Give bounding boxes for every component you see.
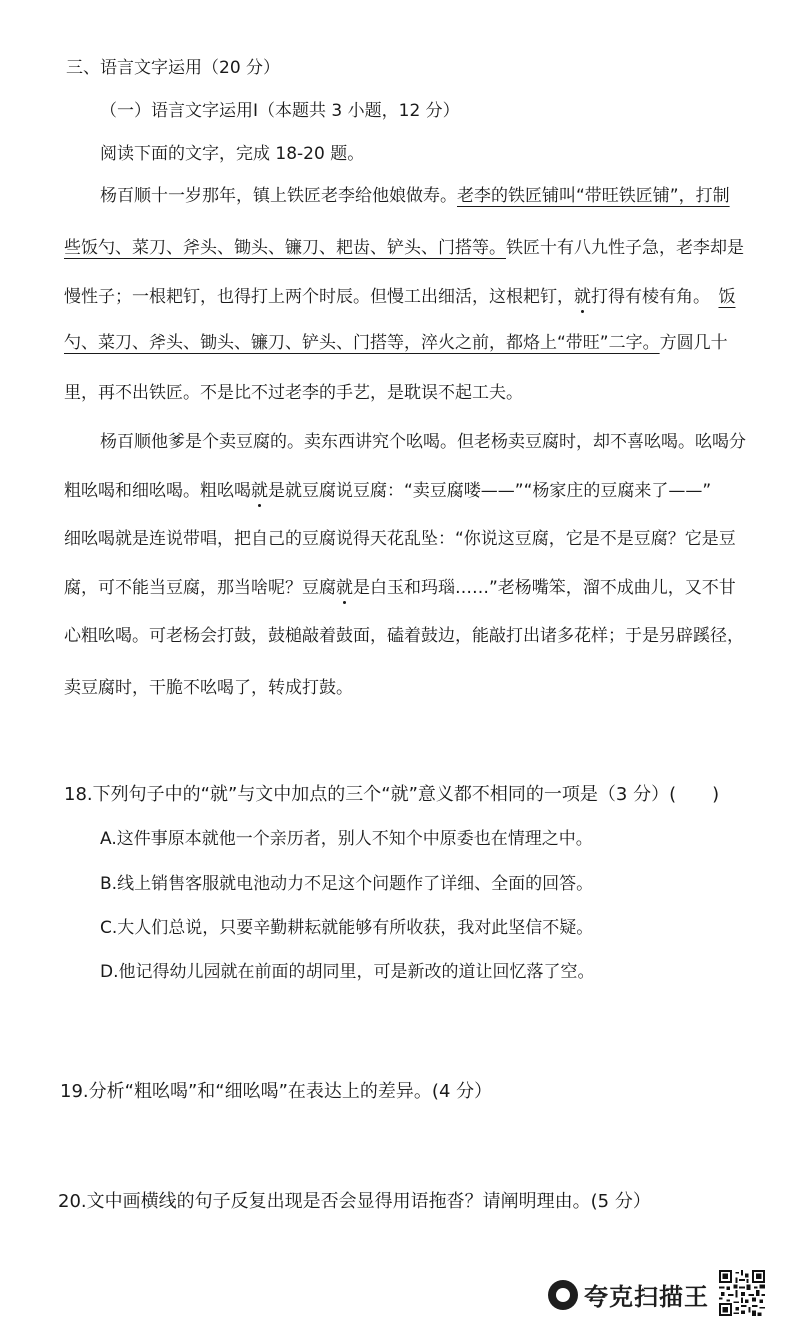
underlined-sentence: 些饭勺、菜刀、斧头、锄头、镰刀、耙齿、铲头、门搭等。 bbox=[64, 238, 506, 258]
passage-p2-line-5: 心粗吆喝。可老杨会打鼓，鼓槌敲着鼓面，磕着鼓边，能敲打出诸多花样；于是另辟蹊径， bbox=[64, 626, 744, 646]
passage-text: 杨百顺十一岁那年，镇上铁匠老李给他娘做寿。 bbox=[100, 186, 457, 206]
passage-text: 腐，可不能当豆腐，那当啥呢？豆腐 bbox=[64, 578, 336, 598]
section-title: 三、语言文字运用（20 分） bbox=[66, 58, 281, 78]
question-19: 19.分析“粗吆喝”和“细吆喝”在表达上的差异。(4 分） bbox=[60, 1081, 493, 1102]
question-18-option-c: C.大人们总说，只要辛勤耕耘就能够有所收获，我对此坚信不疑。 bbox=[100, 918, 594, 938]
question-18-option-a: A.这件事原本就他一个亲历者，别人不知个中原委也在情理之中。 bbox=[100, 829, 593, 849]
qr-code-icon bbox=[719, 1270, 765, 1316]
passage-p2-line-2 bbox=[64, 479, 711, 503]
question-18-option-b: B.线上销售客服就电池动力不足这个问题作了详细、全面的回答。 bbox=[100, 874, 594, 894]
passage-p1-line-4 bbox=[64, 331, 728, 355]
passage-p2-line-1: 杨百顺他爹是个卖豆腐的。卖东西讲究个吆喝。但老杨卖豆腐时，却不喜吆喝。吆喝分 bbox=[100, 432, 746, 452]
passage-text: 方圆几十 bbox=[659, 333, 728, 353]
question-20: 20.文中画横线的句子反复出现是否会显得用语拖沓？请阐明理由。(5 分） bbox=[58, 1191, 651, 1212]
passage-p2-line-6: 卖豆腐时，干脆不吆喝了，转成打鼓。 bbox=[64, 678, 353, 698]
passage-text: 打得有棱有角。 bbox=[591, 287, 702, 307]
passage-p1-line-3 bbox=[64, 285, 736, 309]
question-18-stem: 18.下列句子中的“就”与文中加点的三个“就”意义都不相同的一项是（3 分）( ) bbox=[64, 784, 720, 805]
dotted-jiu: 就 bbox=[251, 481, 268, 501]
dotted-jiu: 就 bbox=[574, 287, 591, 307]
passage-p1-line-1 bbox=[100, 184, 730, 208]
passage-text: 慢性子；一根耙钉，也得打上两个时辰。但慢工出细活，这根耙钉， bbox=[64, 287, 574, 307]
passage-p2-line-4 bbox=[64, 576, 736, 600]
passage-p2-line-3: 细吆喝就是连说带唱，把自己的豆腐说得天花乱坠：“你说这豆腐，它是不是豆腐？它是豆 bbox=[64, 529, 736, 549]
subsection-title: （一）语言文字运用Ⅰ（本题共 3 小题，12 分） bbox=[100, 101, 460, 121]
passage-text: 是白玉和玛瑙……”老杨嘴笨，溜不成曲儿，又不甘 bbox=[353, 578, 736, 598]
passage-p1-line-2 bbox=[64, 236, 744, 260]
underlined-sentence: 老李的铁匠铺叫“带旺铁匠铺”，打制 bbox=[457, 186, 730, 206]
scanner-brand-name: 夸克扫描王 bbox=[584, 1283, 709, 1311]
passage-text: 是就豆腐说豆腐：“卖豆腐喽——”“杨家庄的豆腐来了——” bbox=[268, 481, 712, 501]
instruction: 阅读下面的文字，完成 18-20 题。 bbox=[100, 144, 365, 164]
passage-text: 粗吆喝和细吆喝。粗吆喝 bbox=[64, 481, 251, 501]
passage-p1-line-5: 里，再不出铁匠。不是比不过老李的手艺，是耽误不起工夫。 bbox=[64, 383, 523, 403]
scanner-logo-icon bbox=[548, 1280, 578, 1310]
underlined-sentence: 勺、菜刀、斧头、锄头、镰刀、铲头、门搭等，淬火之前，都烙上“带旺”二字。 bbox=[64, 333, 660, 353]
dotted-jiu: 就 bbox=[336, 578, 353, 598]
scanner-watermark bbox=[548, 1277, 709, 1312]
question-18-option-d: D.他记得幼儿园就在前面的胡同里，可是新改的道让回忆落了空。 bbox=[100, 962, 595, 982]
passage-text: 铁匠十有八九性子急，老李却是 bbox=[506, 238, 744, 258]
underlined-sentence: 饭 bbox=[718, 287, 736, 307]
